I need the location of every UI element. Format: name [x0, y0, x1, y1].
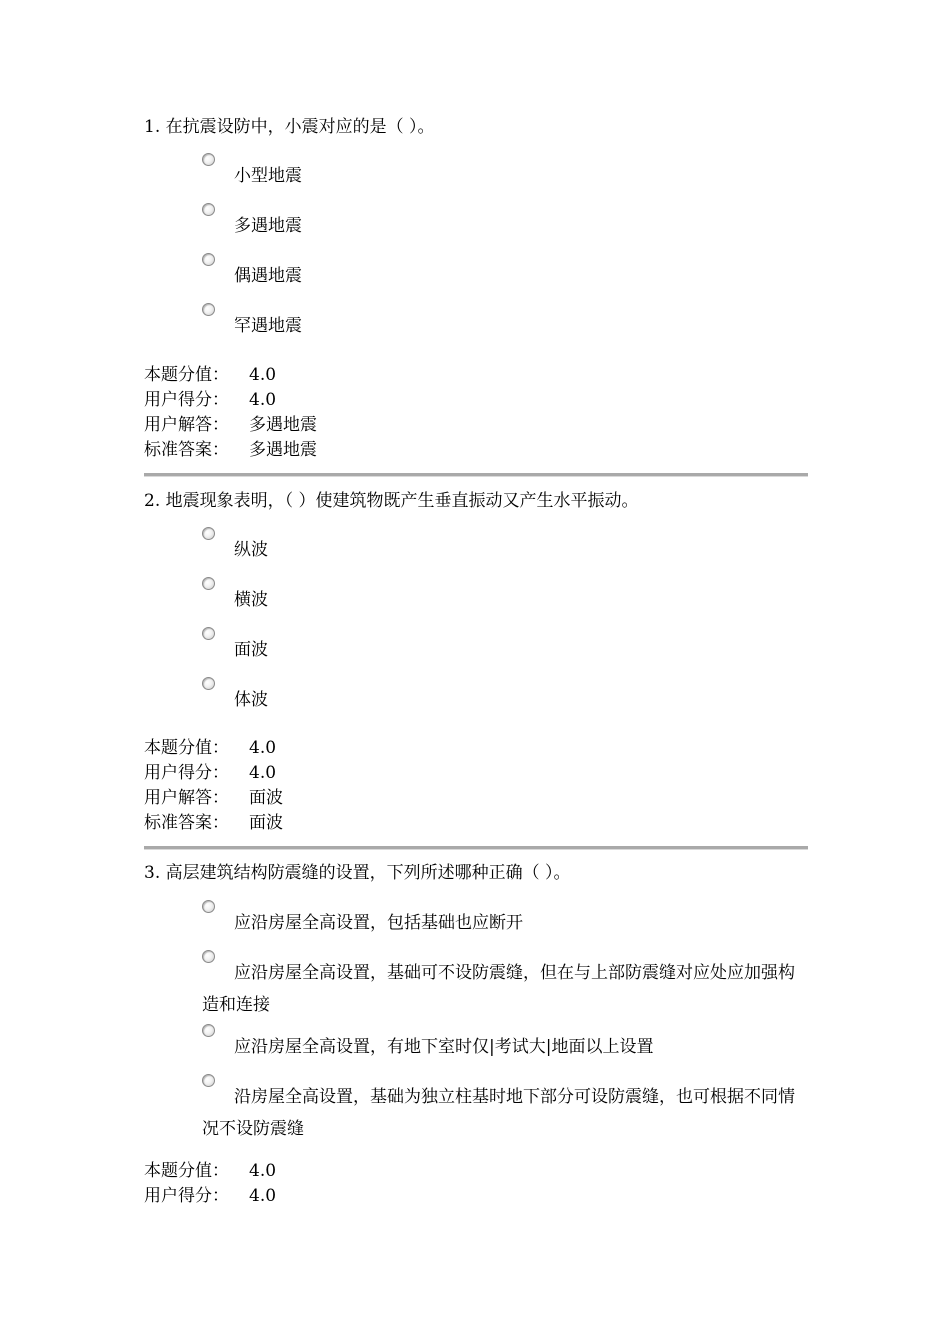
standard-answer-value: 多遇地震 — [249, 440, 317, 460]
user-answer-row — [144, 413, 317, 438]
score-row — [144, 1159, 276, 1184]
standard-answer-row — [144, 438, 317, 463]
score-label: 本题分值： — [144, 365, 229, 385]
standard-answer-label: 标准答案： — [144, 813, 229, 833]
option-label: 罕遇地震 — [234, 316, 302, 336]
option-label: 体波 — [234, 690, 268, 710]
option-label: 横波 — [234, 590, 268, 610]
option-label: 应沿房屋全高设置，包括基础也应断开 — [234, 913, 523, 933]
user-score-value: 4.0 — [249, 1186, 277, 1206]
user-answer-value: 多遇地震 — [249, 415, 317, 435]
score-label: 本题分值： — [144, 738, 229, 758]
score-value: 4.0 — [249, 738, 277, 758]
user-score-row — [144, 761, 276, 786]
user-answer-value: 面波 — [249, 788, 283, 808]
score-label: 本题分值： — [144, 1161, 229, 1181]
standard-answer-row — [144, 811, 283, 836]
option-label: 应沿房屋全高设置，有地下室时仅|考试大|地面以上设置 — [234, 1037, 654, 1057]
option-label: 应沿房屋全高设置，基础可不设防震缝，但在与上部防震缝对应处应加强构造和连接 — [202, 963, 795, 1015]
divider — [144, 473, 808, 477]
standard-answer-value: 面波 — [249, 813, 283, 833]
question-title: 2. 地震现象表明，（ ）使建筑物既产生垂直振动又产生水平振动。 — [144, 491, 639, 511]
user-score-row — [144, 1184, 276, 1209]
user-answer-label: 用户解答： — [144, 788, 229, 808]
option-label: 多遇地震 — [234, 216, 302, 236]
user-answer-label: 用户解答： — [144, 415, 229, 435]
score-value: 4.0 — [249, 1161, 277, 1181]
option-label: 偶遇地震 — [234, 266, 302, 286]
user-score-value: 4.0 — [249, 763, 277, 783]
user-score-row — [144, 388, 276, 413]
user-score-label: 用户得分： — [144, 763, 229, 783]
user-score-label: 用户得分： — [144, 1186, 229, 1206]
option-label: 小型地震 — [234, 166, 302, 186]
option-label: 纵波 — [234, 540, 268, 560]
user-score-value: 4.0 — [249, 390, 277, 410]
option-label: 沿房屋全高设置，基础为独立柱基时地下部分可设防震缝，也可根据不同情况不设防震缝 — [202, 1087, 795, 1139]
score-row — [144, 736, 276, 761]
divider — [144, 846, 808, 850]
user-score-label: 用户得分： — [144, 390, 229, 410]
user-answer-row — [144, 786, 283, 811]
question-title: 1. 在抗震设防中，小震对应的是（ ）。 — [144, 117, 435, 137]
option-label: 面波 — [234, 640, 268, 660]
score-value: 4.0 — [249, 365, 277, 385]
score-row — [144, 363, 276, 388]
question-title: 3. 高层建筑结构防震缝的设置，下列所述哪种正确（ ）。 — [144, 863, 571, 883]
standard-answer-label: 标准答案： — [144, 440, 229, 460]
